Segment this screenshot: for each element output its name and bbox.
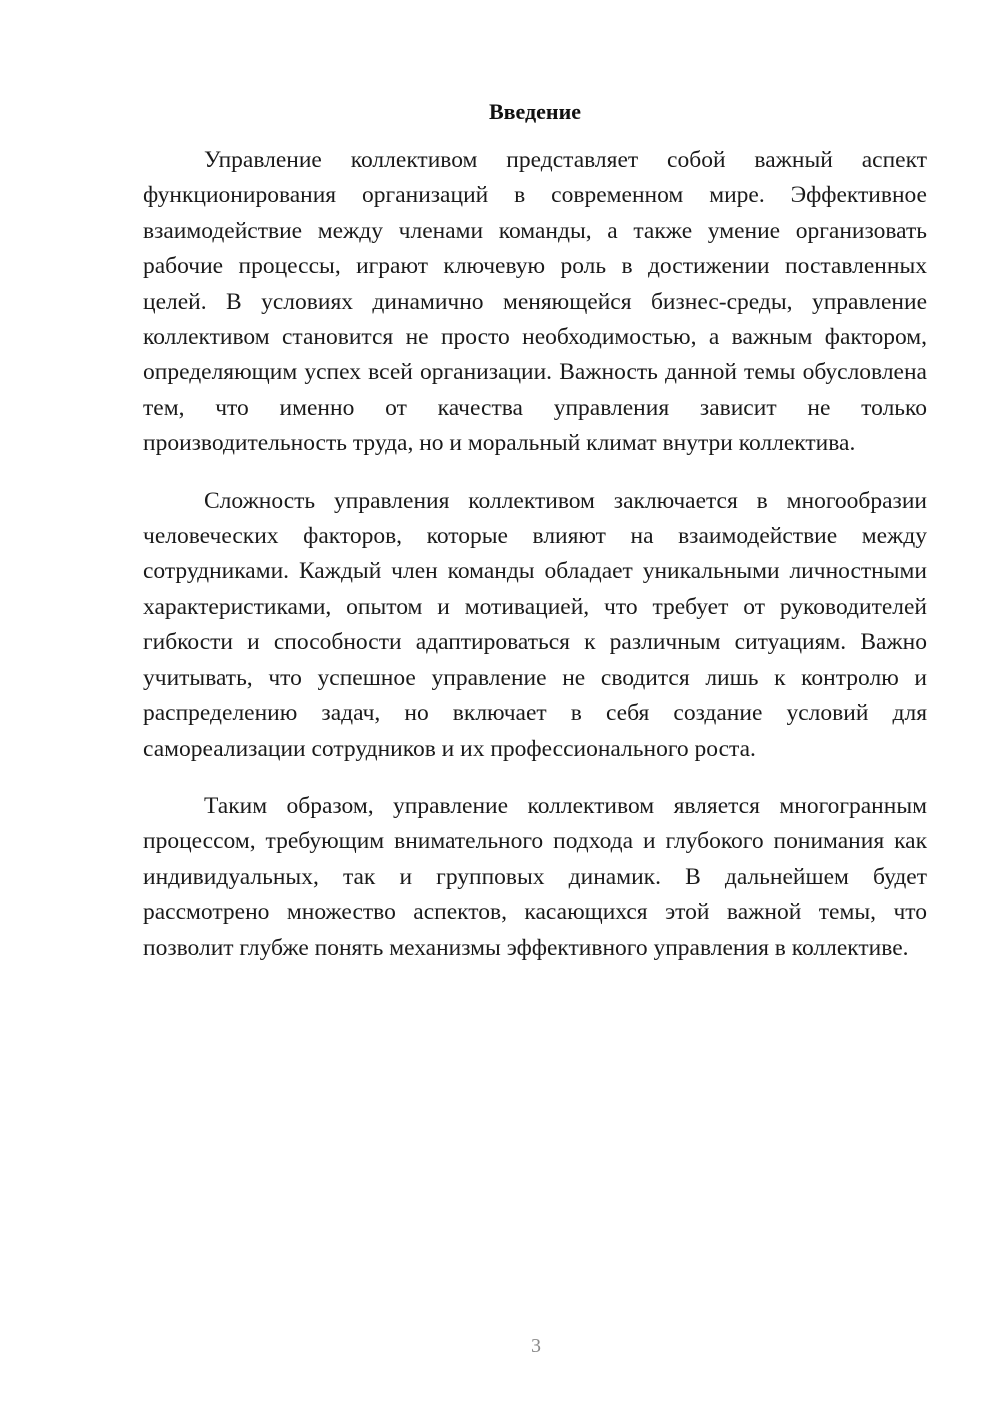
paragraph-2: Сложность управления коллективом заключается в многообразии человеческих факторов, которые влияют на взаимодействие между сотрудниками. Каждый член команды обладает уникальными личностными характеристиками, опытом и мотивацией, что требует от руководителей гибкости и способности адаптироваться к различным ситуациям. Важно учитывать, что успешное управление не сводится лишь к контролю и распределению задач, но включает в себя создание условий для самореализации сотрудников и их профессионального роста. (143, 487, 927, 762)
page-number: 3 (531, 1335, 541, 1357)
paragraph-3: Таким образом, управление коллективом является многогранным процессом, требующим внимательного подхода и глубокого понимания как индивидуальных, так и групповых динамик. В дальнейшем будет рассмотрено множество аспектов, касающихся этой важной темы, что позволит глубже понять механизмы эффективного управления в коллективе. (143, 792, 927, 961)
paragraph-1: Управление коллективом представляет собой важный аспект функционирования организаций в современном мире. Эффективное взаимодействие между членами команды, а также умение организовать рабочие процессы, играют ключевую роль в достижении поставленных целей. В условиях динамично меняющейся бизнес-среды, управление коллективом становится не просто необходимостью, а важным фактором, определяющим успех всей организации. Важность данной темы обусловлена тем, что именно от качества управления зависит не только производительность труда, но и моральный климат внутри коллектива. (143, 147, 927, 457)
section-heading: Введение (488, 99, 582, 124)
document-body (143, 143, 927, 988)
